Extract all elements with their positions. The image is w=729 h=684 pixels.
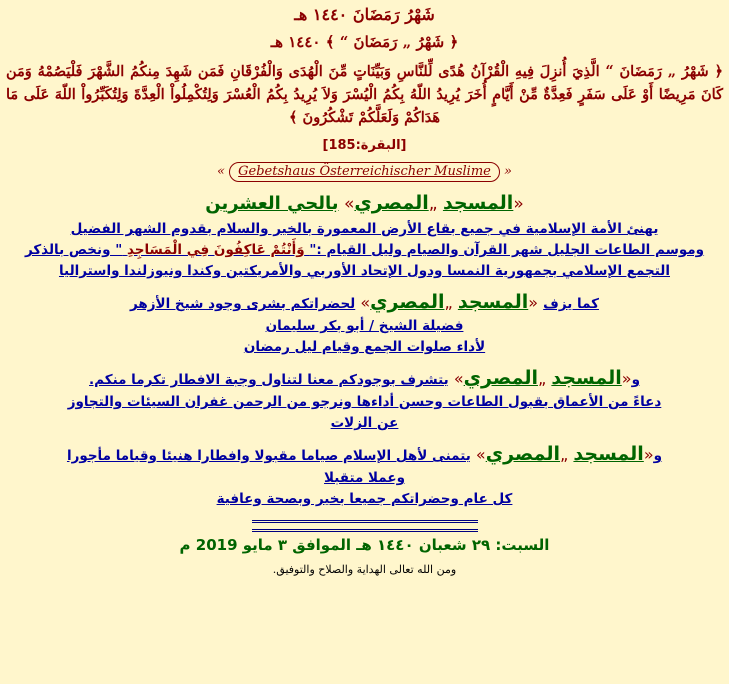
quran-verse: ﴿ شَهْرُ „ رَمَضَانَ “ الَّذِيَ أُنزِلَ فِيهِ الْقُرْآنُ هُدًى لِّلنَّاسِ وَبَيِّنَاتٍ مِّنَ الْهُدَى وَالْفُرْقَانِ فَمَن شَهِدَ مِنكُمُ الشَّهْرَ فَلْيَصُمْهُ وَمَن كَانَ مَرِيضًا أَوْ عَلَى سَفَرٍ فَعِدَّةٌ مِّنْ أَيَّامٍ أُخَرَ يُرِيدُ اللّهُ بِكُمُ الْيُسْرَ وَلاَ يُرِيدُ بِكُمُ الْعُسْرَ وَلِتُكْمِلُواْ الْعِدَّةَ وَلِتُكَبِّرُواْ اللّهَ عَلَى مَا هَدَاكُمْ وَلَعَلَّكُمْ تَشْكُرُونَ ﴾ [6,63,723,126]
masjid-name: المسجد [573,443,644,465]
para4-prefix: و [653,448,663,464]
para1-line2 [0,240,729,261]
verse-reference: [البقرة:185] [322,138,407,153]
masjid-name-2: المصري [370,291,445,313]
para2-line3: لأداء صلوات الجمع وقيام ليل رمضان [243,339,486,355]
masjid-name-2: المصري [354,192,429,214]
masjid-name: المسجد [551,367,622,389]
para1-line2-a: وموسم الطاعات الجليل شهر القرآن والصيام وليل القيام :" [309,242,705,258]
closing-line: ومن الله تعالى الهداية والصلاح والتوفيق. [272,563,457,576]
para3-line1: و«المسجد „المصري» يتشرف بوجودكم معنا لتناول وجبة الافطار تكرما منكم. [89,367,640,389]
month-heading: شَهْرُ رَمَضَانَ ١٤٤٠ هـ [294,5,435,24]
para4-line3: كل عام وحضراتكم جميعا بخير وبصحة وعافية [216,491,513,507]
para1-quote: وَأَنْتُمْ عَاكِفُونَ فِي الْمَسَاجِدِ [126,242,305,258]
date-line: السبت: ٢٩ شعبان ١٤٤٠ هـ الموافق ٣ مايو 2019 م [179,536,550,554]
para4-line1: و«المسجد „المصري» يتمنى لأهل الإسلام صياما مقبولا وافطارا هنيئا وقياما مأجورا [66,443,663,465]
para4-suffix: يتمنى لأهل الإسلام صياما مقبولا وافطارا هنيئا وقياما مأجورا [66,448,471,464]
para3-suffix: يتشرف بوجودكم معنا لتناول وجبة الافطار تكرما منكم. [89,372,449,388]
masjid-name: المسجد [457,291,529,313]
quote-close-icon: » [503,164,512,179]
month-subheading: ﴿ شَهْرُ „ رَمَضَانَ “ ﴾ ١٤٤٠ هـ [270,33,459,51]
para2-suffix: لحضراتكم بشرى وجود شيخ الأزهر [130,296,356,312]
para2-line2: فضيلة الشيخ / أبو بكر سليمان [265,318,464,334]
masjid-title: «المسجد „المصري» بالحي العشرين [205,192,524,214]
org-name-banner[interactable] [0,157,729,187]
para4-line2: وعملا متقبلا [324,470,405,486]
para1-line3: التجمع الإسلامي بجمهورية النمسا ودول الإتحاد الأوربي والأمريكتين وكندا ونيوزلندا واستراليا [58,263,670,279]
para3-prefix: و [631,372,640,388]
para3-line3: عن الزلات [330,415,399,431]
para1-line1: يهنئ الأمة الإسلامية في جميع بقاع الأرض المعمورة بالخير والسلام بقدوم الشهر الفضيل [70,221,659,237]
para2-line1: كما يزف «المسجد „المصري» لحضراتكم بشرى وجود شيخ الأزهر [130,291,599,313]
masjid-name-2: المصري [485,443,561,465]
masjid-name-2: المصري [463,367,538,389]
para2-prefix: كما يزف [543,296,599,312]
para1-line2-b: " ونخص بالذكر [24,242,123,258]
masjid-name: المسجد [442,192,514,214]
quote-open-icon: « [217,164,226,179]
masjid-location: بالحي العشرين [205,193,339,214]
org-name-link[interactable]: Gebetshaus Österreichischer Muslime [229,162,500,182]
para3-line2: دعاءً من الأعماق بقبول الطاعات وحسن أداءها ونرجو من الرحمن غفران السيئات والتجاوز [67,394,662,410]
